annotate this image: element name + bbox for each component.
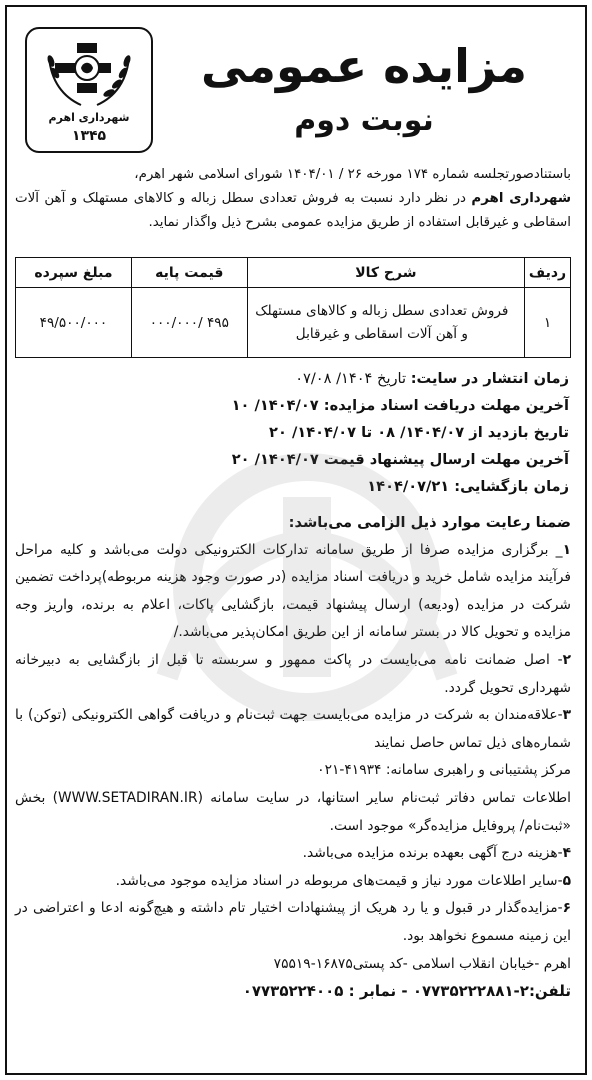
rule-4-number: ۴ (562, 845, 571, 862)
logo-name: شهرداری اهرم (48, 111, 130, 124)
cell-desc-line2: و آهن آلات اسقاطی و غیرقابل (295, 325, 468, 342)
publish-date-value: تاریخ ۱۴۰۴/ ۰۷/۰۸ (295, 370, 411, 387)
cell-base-price: ۴۹۵ /۰۰۰/۰۰۰ (131, 288, 247, 358)
fax-label: - نمابر : (343, 982, 413, 1001)
intro-organization: شهرداری اهرم (471, 191, 571, 206)
rules-section (15, 509, 571, 1006)
rule-2 (15, 647, 571, 702)
col-deposit-header: مبلغ سپرده (16, 258, 132, 288)
cell-desc-line1: فروش تعدادی سطل زباله و کالاهای مستهلک (255, 302, 509, 319)
opening-date (13, 473, 569, 500)
notice-subtitle: نوبت دوم (294, 103, 434, 138)
rule-5-text: -سایر اطلاعات مورد نیاز و قیمت‌های مربوطه در اسناد مزایده موجود می‌باشد. (115, 872, 563, 889)
visit-date-label: تاریخ بازدید (487, 424, 569, 441)
rule-1-number: ۱ (562, 541, 571, 558)
emblem-icon (37, 35, 141, 113)
col-row-header: ردیف (525, 258, 571, 288)
tel-label: تلفن: (528, 982, 571, 1001)
opening-date-label: زمان بازگشایی: (454, 478, 569, 495)
rule-4-text: -هزینه درج آگهی بعهده برنده مزایده می‌باشد. (302, 845, 563, 862)
municipality-logo (25, 27, 153, 153)
notice-frame (5, 5, 587, 1075)
notice-title: مزایده عمومی (201, 39, 527, 93)
contact-numbers (15, 978, 571, 1006)
dates-section (13, 365, 569, 500)
rule-3 (15, 702, 571, 757)
col-base-price-header: قیمت پایه (131, 258, 247, 288)
rule-6-number: ۶ (562, 900, 571, 917)
rule-2-text: - اصل ضمانت نامه می‌بایست در پاکت ممهور و سربسته تا قبل از بازگشایی به دبیرخانه شهرداری تحویل گردد. (15, 651, 571, 696)
rule-5 (15, 868, 571, 896)
tel-value: ۲-۰۷۷۳۵۲۲۲۸۸۱ (412, 982, 529, 1001)
intro-text-1: باستنادصورتجلسه شماره ۱۷۴ مورخه ۲۶ / ۱۴۰۴/۰۱ شورای اسلامی شهر اهرم، (134, 167, 571, 182)
registration-info: اطلاعات تماس دفاتر ثبت‌نام سایر استانها، در سایت سامانه (WWW.SETADIRAN.IR) بخش «ثبت‌نام/ پروفایل مزایده‌گر» موجود است. (15, 789, 571, 834)
cell-row: ۱ (525, 288, 571, 358)
rule-6-text: -مزایده‌گذار در قبول و یا رد هریک از پیشنهادات اختیار تام داشته و هیچ‌گونه ادعا و اعتراضی در این زمینه مسموع نخواهد بود. (15, 900, 571, 944)
intro-text-2: در نظر دارد نسبت به فروش تعدادی سطل زباله و کالاهای مستهلک و آهن آلات اسقاطی و غیرقابل استفاده از طریق مزایده عمومی بشرح ذیل واگذار نماید. (15, 191, 571, 230)
rule-2-number: ۲ (562, 651, 571, 668)
offer-deadline-value: ۱۴۰۴/۰۷/ ۲۰ (231, 451, 324, 468)
rule-4 (15, 840, 571, 868)
header (7, 7, 584, 157)
col-desc-header: شرح کالا (247, 258, 524, 288)
address: اهرم -خیابان انقلاب اسلامی -کد پستی۱۶۸۷۵-۷۵۵۱۹ (273, 955, 571, 972)
rule-5-number: ۵ (562, 872, 571, 889)
support-center: مرکز پشتیبانی و راهبری سامانه: ۴۱۹۳۴-۰۲۱ (317, 762, 571, 779)
cell-desc (247, 288, 524, 358)
rule-3-number: ۳ (562, 707, 571, 724)
opening-date-value: ۱۴۰۴/۰۷/۲۱ (367, 478, 455, 495)
rule-1-text: _ برگزاری مزایده صرفا از طریق سامانه تدارکات الکترونیکی دولت می‌باشد و کلیه مراحل فرآیند مزایده شامل خرید و دریافت اسناد مزایده (در صورت وجود هزینه مربوطه)پرداخت تضمین شرکت در مزایده (ودیعه) ارسال پیشنهاد قیمت، بازگشایی پاکات، اعلام به برنده، واریز وجه مزایده و تحویل کالا در بستر سامانه از این طریق امکان‌پذیر می‌باشد./ (15, 541, 571, 641)
docs-deadline (13, 392, 569, 419)
table-header-row (16, 258, 571, 288)
items-table (15, 257, 571, 358)
visit-date (13, 419, 569, 446)
offer-deadline (13, 446, 569, 473)
table-row (16, 288, 571, 358)
logo-year: ۱۳۴۵ (71, 128, 107, 144)
rule-6 (15, 895, 571, 950)
docs-deadline-value: ۱۴۰۴/۰۷/ ۱۰ (231, 397, 324, 414)
publish-date (13, 365, 569, 392)
docs-deadline-label: آخرین مهلت دریافت اسناد مزایده: (323, 397, 569, 414)
visit-date-value: از ۱۴۰۴/۰۷/ ۰۸ تا ۱۴۰۴/۰۷/ ۲۰ (269, 424, 488, 441)
intro-paragraph (15, 163, 571, 235)
publish-date-label: زمان انتشار در سایت: (410, 370, 569, 387)
rule-3-text: -علاقه‌مندان به شرکت در مزایده می‌بایست جهت ثبت‌نام و دریافت گواهی الکترونیکی (توکن) با شماره‌های ذیل تماس حاصل نمایند (15, 707, 571, 751)
cell-deposit: ۴۹/۵۰۰/۰۰۰ (16, 288, 132, 358)
fax-value: ۰۷۷۳۵۲۲۴۰۰۵ (242, 982, 344, 1001)
rule-1 (15, 537, 571, 647)
rules-heading: ضمنا رعایت موارد ذیل الزامی می‌باشد: (288, 514, 571, 531)
offer-deadline-label: آخرین مهلت ارسال پیشنهاد قیمت (323, 451, 569, 468)
